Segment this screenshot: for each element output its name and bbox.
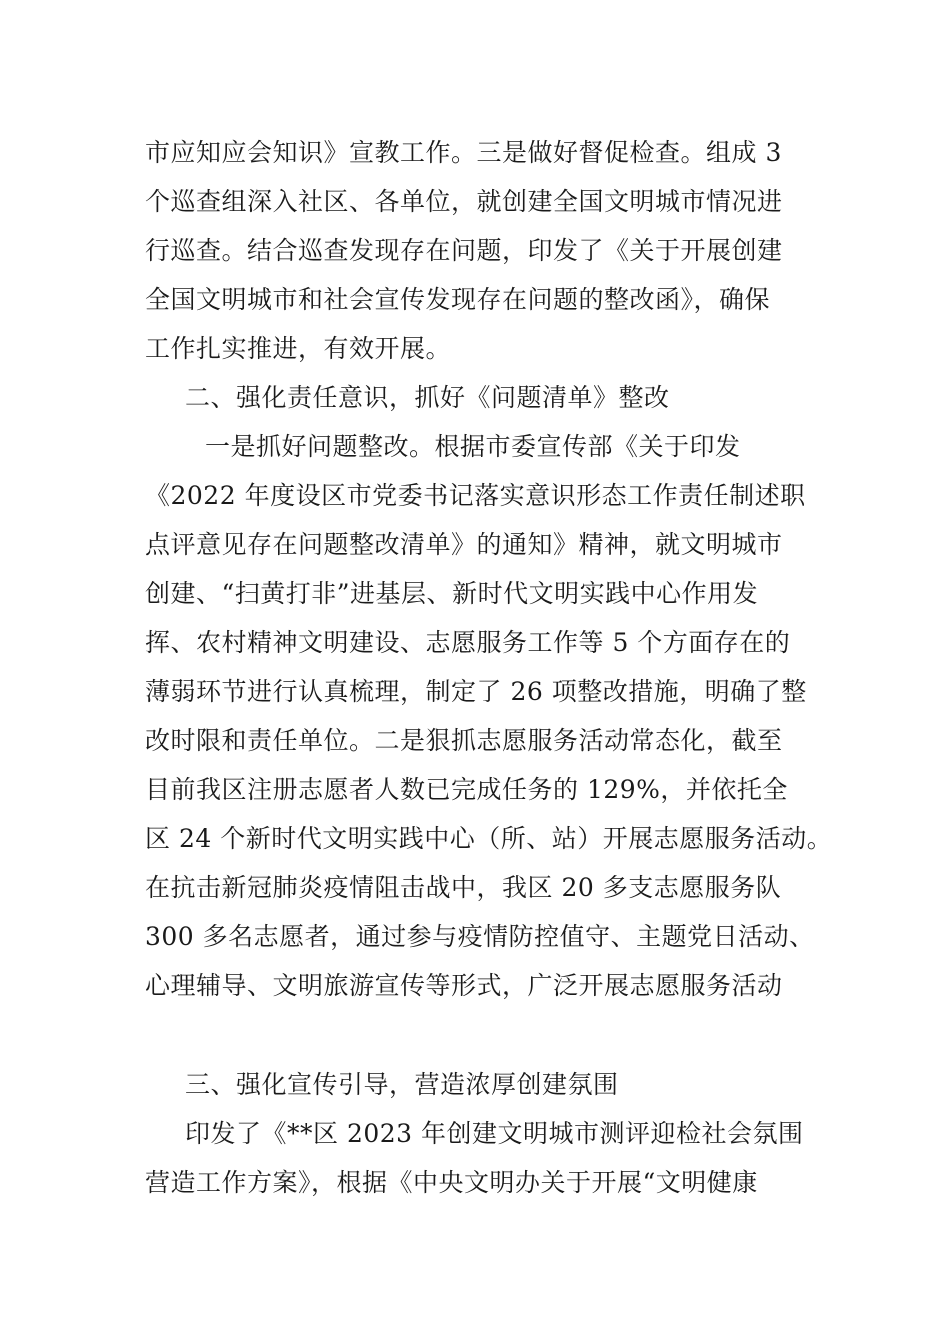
paragraph-line: 挥、农村精神文明建设、志愿服务工作等 5 个方面存在的 [145,628,791,657]
paragraph-line: 市应知应会知识》宣教工作。三是做好督促检查。组成 3 [145,138,782,167]
section-heading: 二、强化责任意识，抓好《问题清单》整改 [185,383,670,412]
paragraph-line: 心理辅导、文明旅游宣传等形式，广泛开展志愿服务活动 [145,971,783,1000]
paragraph-line: 印发了《**区 2023 年创建文明城市测评迎检社会氛围 [185,1119,804,1148]
paragraph-line: 薄弱环节进行认真梳理，制定了 26 项整改措施，明确了整 [145,677,807,706]
paragraph-line: 300 多名志愿者，通过参与疫情防控值守、主题党日活动、 [145,922,815,951]
paragraph-line: 工作扎实推进，有效开展。 [145,334,452,363]
paragraph-line: 改时限和责任单位。二是狠抓志愿服务活动常态化，截至 [145,726,783,755]
paragraph-line: 目前我区注册志愿者人数已完成任务的 129%，并依托全 [145,775,788,804]
paragraph-line: 行巡查。结合巡查发现存在问题，印发了《关于开展创建 [145,236,783,265]
paragraph-line: 创建、“扫黄打非”进基层、新时代文明实践中心作用发 [145,579,759,608]
paragraph-line: 营造工作方案》，根据《中央文明办关于开展“文明健康 [145,1168,758,1197]
paragraph-line: 《2022 年度设区市党委书记落实意识形态工作责任制述职 [145,481,806,510]
paragraph-line: 个巡查组深入社区、各单位，就创建全国文明城市情况进 [145,187,783,216]
paragraph-line: 点评意见存在问题整改清单》的通知》精神，就文明城市 [145,530,783,559]
paragraph-line: 区 24 个新时代文明实践中心（所、站）开展志愿服务活动。 [145,824,833,853]
paragraph-line: 在抗击新冠肺炎疫情阻击战中，我区 20 多支志愿服务队 [145,873,782,902]
section-heading: 三、强化宣传引导，营造浓厚创建氛围 [185,1070,619,1099]
paragraph-line: 一是抓好问题整改。根据市委宣传部《关于印发 [205,432,741,461]
paragraph-line: 全国文明城市和社会宣传发现存在问题的整改函》，确保 [145,285,771,314]
